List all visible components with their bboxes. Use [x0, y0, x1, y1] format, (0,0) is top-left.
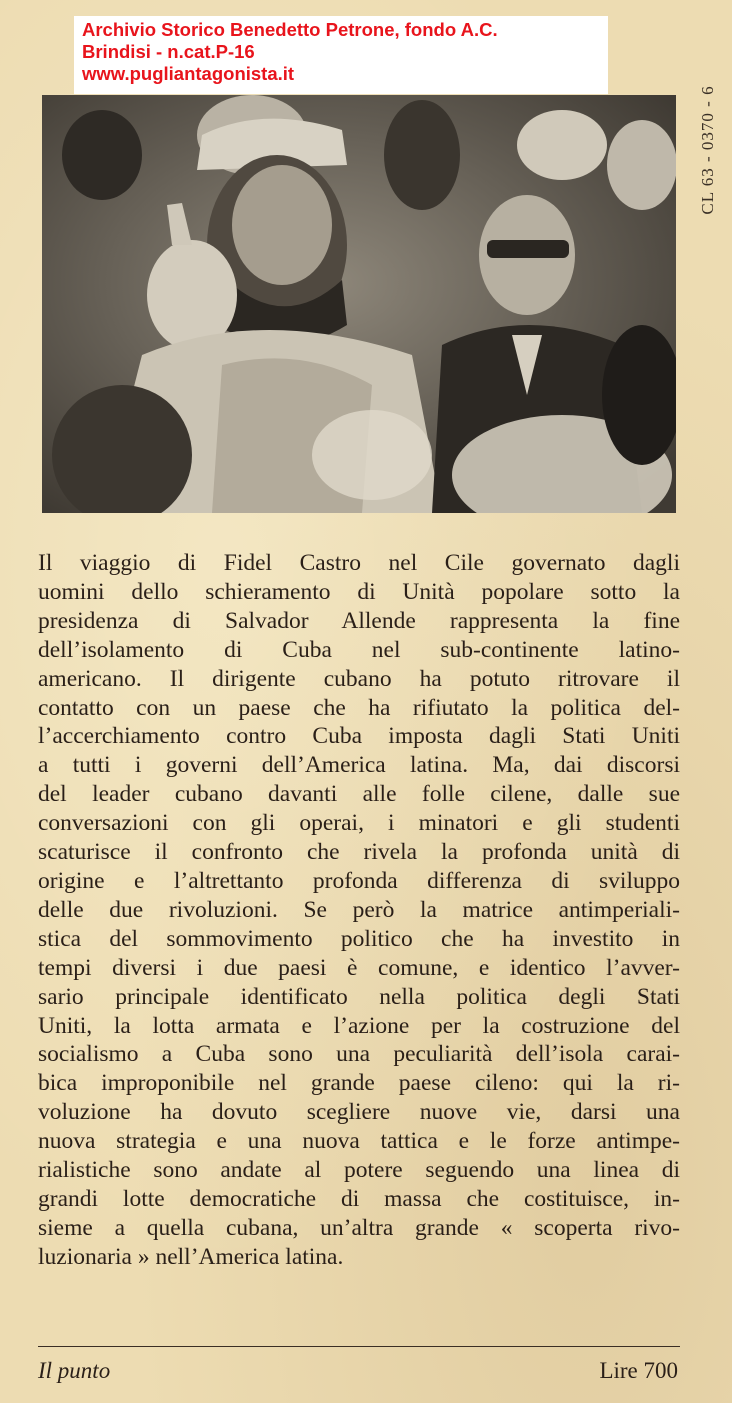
body-line: l’accerchiamento contro Cuba imposta dagli Stati Uniti: [38, 723, 680, 750]
archive-label: [74, 16, 608, 94]
body-line: bica improponibile nel grande paese cileno: qui la ri-: [38, 1070, 680, 1097]
body-line: grandi lotte democratiche di massa che costituisce, in-: [38, 1185, 680, 1212]
body-line: nuova strategia e una nuova tattica e le forze antimpe-: [38, 1128, 680, 1155]
price: Lire 700: [599, 1358, 678, 1383]
body-line: uomini dello schieramento di Unità popolare sotto la: [38, 578, 680, 605]
footer-rule: [38, 1346, 680, 1347]
body-line: contatto con un paese che ha rifiutato la politica del-: [38, 694, 680, 721]
body-line: presidenza di Salvador Allende rappresenta la fine: [38, 607, 680, 634]
body-line: stica del sommovimento politico che ha investito in: [38, 925, 680, 952]
archive-label-line-3: www.pugliantagonista.it: [82, 63, 295, 84]
body-line: del leader cubano davanti alle folle cilene, dalle sue: [38, 781, 680, 808]
body-line: socialismo a Cuba sono una peculiarità dell’isola carai-: [38, 1041, 680, 1068]
body-line: americano. Il dirigente cubano ha potuto ritrovare il: [38, 665, 680, 692]
body-line: sieme a quella cubana, un’altra grande « scoperta rivo-: [38, 1214, 680, 1241]
body-line: delle due rivoluzioni. Se però la matrice antimperiali-: [38, 896, 680, 923]
body-line: Uniti, la lotta armata e l’azione per la costruzione del: [38, 1012, 680, 1039]
body-line: sario principale identificato nella politica degli Stati: [38, 983, 680, 1010]
photo-crowd-icon: [42, 95, 676, 513]
body-line: luzionaria » nell’America latina.: [38, 1243, 344, 1270]
archive-label-line-2: Brindisi - n.cat.P-16: [82, 41, 255, 62]
cover-photo: [42, 95, 676, 513]
body-line: tempi diversi i due paesi è comune, e identico l’avver-: [38, 954, 680, 981]
archive-label-line-1: Archivio Storico Benedetto Petrone, fondo A.C.: [82, 19, 498, 40]
body-line: rialistiche sono andate al potere seguendo una linea di: [38, 1157, 680, 1184]
body-line: scaturisce il confronto che rivela la profonda unità di: [38, 839, 680, 866]
catalog-code: CL 63 - 0370 - 6: [698, 85, 717, 215]
body-line: conversazioni con gli operai, i minatori e gli studenti: [38, 810, 680, 837]
body-line: dell’isolamento di Cuba nel sub-continente latino-: [38, 636, 680, 663]
body-line: a tutti i governi dell’America latina. Ma, dai discorsi: [38, 752, 680, 779]
body-text: [38, 549, 680, 1272]
body-line: voluzione ha dovuto scegliere nuove vie, darsi una: [38, 1099, 680, 1126]
series-title: Il punto: [38, 1358, 111, 1383]
body-line: origine e l’altrettanto profonda differenza di sviluppo: [38, 867, 680, 894]
body-line: Il viaggio di Fidel Castro nel Cile governato dagli: [38, 550, 680, 576]
